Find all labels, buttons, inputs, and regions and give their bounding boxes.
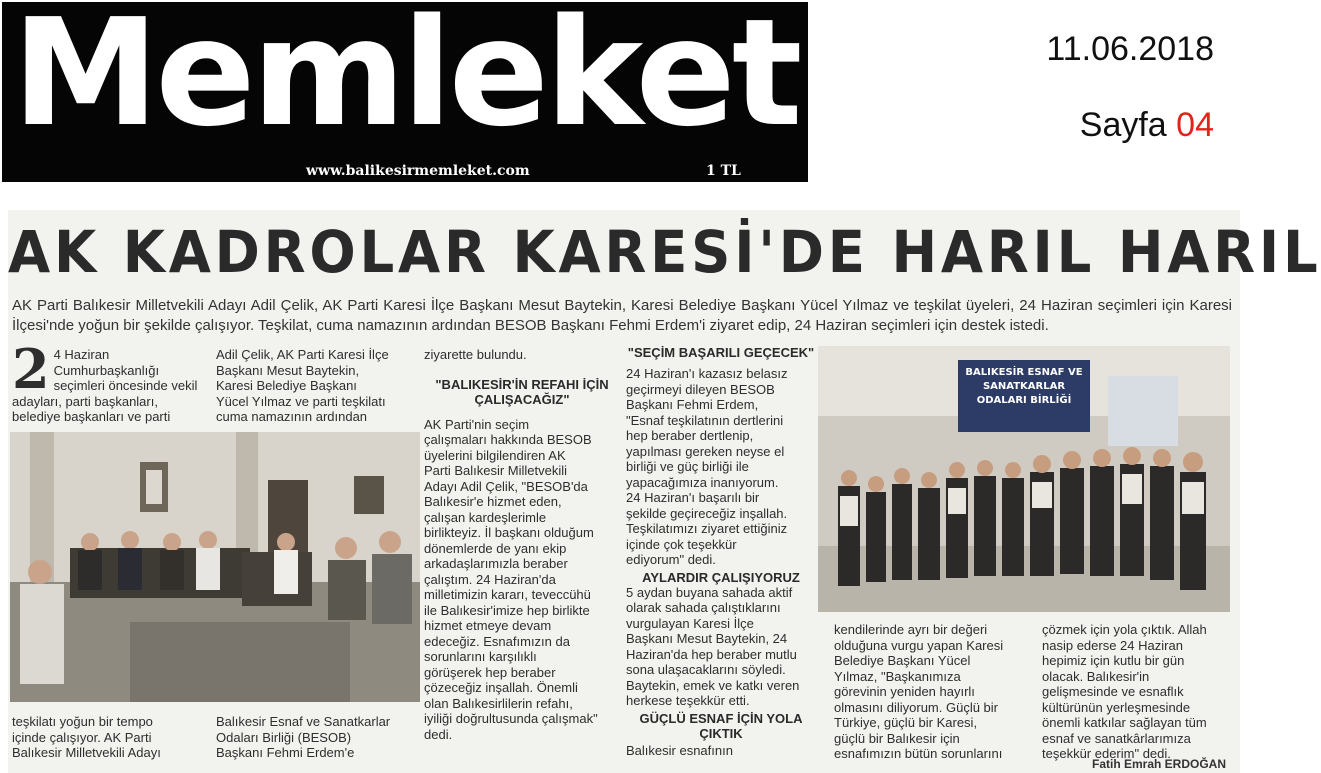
- column-3-body: AK Parti'nin seçim çalışmaları hakkında BESOB üyelerini bilgilendiren AK Parti Balıkesir Milletvekili Adayı Adil Çelik, "BESOB'da Balıkesir'e hizmet eden, çalışan kardeşlerimle birlikteyiz. İl başkanı olduğum dönemlerde de yanı ekip arkadaşlarımızla beraber çalıştım. 24 Haziran'da milletimizin kararı, teveccühü ile Balıkesir'imize hep birlikte hizmet etmeye devam edeceğiz. Esnafımızın da sorunlarını karşılıklı görüşerek hep beraber çözeceğiz inşallah. Önemli olan Balıkesirlilerin refahı, iyiliği doğrultusunda çalışmak" dedi.: [424, 416, 598, 742]
- subheading-refah: "BALIKESİR'İN REFAHI İÇİN ÇALIŞACAĞIZ": [435, 376, 609, 407]
- article-lead: AK Parti Balıkesir Milletvekili Adayı Adil Çelik, AK Parti Karesi İlçe Başkanı Mesut Baytekin, Karesi Belediye Başkanı Yücel Yılmaz ve teşkilat üyeleri, 24 Haziran seçimleri için Karesi İlçesi'nde yoğun bir şekilde çalışıyor. Teşkilat, cuma namazının ardından BESOB Başkanı Fehmi Erdem'i ziyaret edip, 24 Haziran seçimleri için destek istedi.: [12, 297, 1232, 334]
- page-number: 04: [1176, 106, 1214, 144]
- column-2-bottom-text: Balıkesir Esnaf ve Sanatkarlar Odaları Birliği (BESOB) Başkanı Fehmi Erdem'e: [216, 714, 391, 760]
- column-2-text: Adil Çelik, AK Parti Karesi İlçe Başkanı Mesut Baytekin, Karesi Belediye Başkanı Yücel Yılmaz ve parti teşkilatı cuma namazının ardından: [216, 347, 389, 424]
- article-headline: AK KADROLAR KARESİ'DE HARIL HARIL: [8, 218, 1321, 286]
- drop-cap: 2: [12, 337, 50, 401]
- column-4-body-1: 24 Haziran'ı kazasız belasız geçirmeyi dileyen BESOB Başkanı Fehmi Erdem, "Esnaf teşkilatının dertlerini hep beraber dertlenip, yapılması gereken neyse el birliği ve güç birliği ile yapacağımıza inanıyorum. 24 Haziran'ı başarılı bir şekilde geçireceğiz inşallah. Teşkilatımızı ziyaret ettiğiniz içinde çok teşekkür ediyorum" dedi.: [626, 366, 788, 567]
- subheading-aylardir: AYLARDIR ÇALIŞIYORUZ: [642, 569, 800, 585]
- article-column-1-bottom: [12, 714, 208, 770]
- besob-sign: BALIKESİR ESNAF VE SANATKARLAR ODALARI BİRLİĞİ: [965, 367, 1083, 406]
- meeting-photo: [10, 432, 420, 702]
- page-label: Sayfa: [1079, 106, 1167, 144]
- article-byline: Fatih Emrah ERDOĞAN: [1091, 757, 1226, 771]
- column-5-text: kendilerinde ayrı bir değeri olduğuna vurgu yapan Karesi Belediye Başkanı Yücel Yılmaz, "Başkanımıza görevinin yeniden hayırlı olmasını diliyorum. Güçlü bir Türkiye, güçlü bir Karesi, güçlü bir Balıkesir için esnafımızın bütün sorunlarını: [834, 622, 1004, 761]
- page-indicator: [1080, 106, 1214, 145]
- column-4-body-2: 5 aydan buyana sahada aktif olarak sahada çalıştıklarını vurgulayan Karesi İlçe Başkanı Mesut Baytekin, 24 Haziran'da hep beraber mutlu sona ulaşacaklarını söyledi. Baytekin, emek ve katkı veren herkese teşekkür etti.: [626, 584, 800, 708]
- column-3-intro: ziyarette bulundu.: [424, 347, 527, 362]
- article-column-2-top: [216, 347, 412, 431]
- article-column-4: [626, 345, 816, 760]
- article-column-3: [424, 347, 620, 747]
- column-1-bottom-text: teşkilatı yoğun bir tempo içinde çalışıyor. AK Parti Balıkesir Milletvekili Adayı: [12, 714, 161, 760]
- article-column-6: [1042, 622, 1234, 761]
- newspaper-masthead: [2, 2, 808, 182]
- issue-date: 11.06.2018: [1046, 30, 1214, 68]
- newspaper-url: www.balikesirmemleket.com: [306, 163, 530, 179]
- subheading-secim: "SEÇİM BAŞARILI GEÇECEK": [627, 345, 815, 360]
- article-column-2-bottom: [216, 714, 416, 770]
- subheading-guclu-esnaf: GÜÇLÜ ESNAF İÇİN YOLA ÇIKTIK: [639, 710, 803, 741]
- article-column-5: [834, 622, 1030, 762]
- column-1-text: 4 Haziran Cumhurbaşkanlığı seçimleri öncesinde vekil adayları, parti başkanları, belediye başkanları ve parti: [12, 347, 198, 424]
- newspaper-price: 1 TL: [706, 163, 741, 179]
- column-4-body-3: Balıkesir esnafının: [626, 742, 733, 758]
- article-column-1-top: [12, 337, 208, 431]
- column-6-text: çözmek için yola çıktık. Allah nasip ederse 24 Haziran hepimiz için kutlu bir gün olacak. Balıkesir'in gelişmesinde ve esnaflık kültürünün yerleşmesinde önemli katkılar sağlayan tüm esnaf ve sanatkârlarımıza teşekkür ederim" dedi.: [1042, 622, 1207, 761]
- newspaper-logo: Memleket: [12, 0, 799, 159]
- group-photo: [818, 346, 1230, 612]
